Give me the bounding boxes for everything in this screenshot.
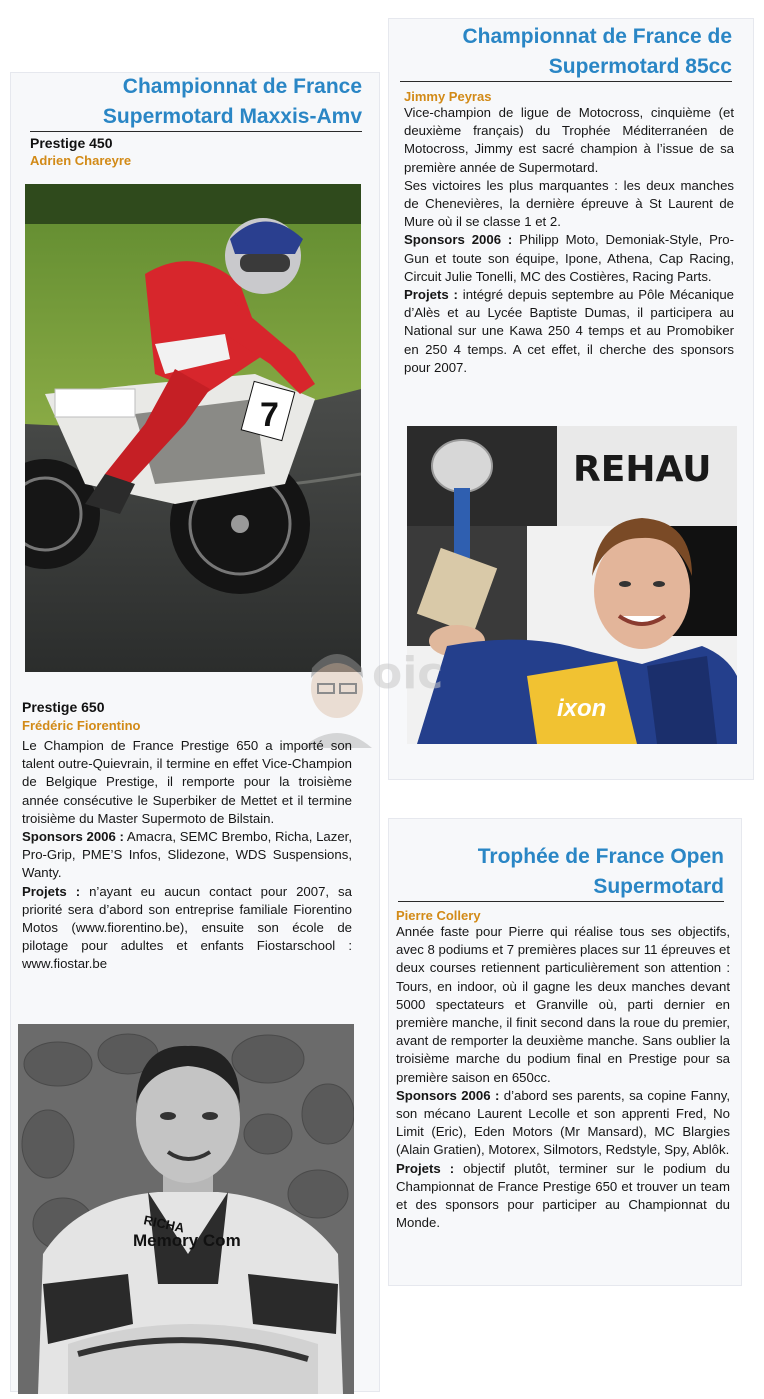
- prestige-650-intro: Le Champion de France Prestige 650 a importé son talent outre-Quievrain, il termine en effet Vice-Champion de Belgique Prestige, il remporte pour la troisième année consécutive le Superbiker de Mettet et il termine troisième du Master Supermoto de Bilstain.: [22, 738, 352, 826]
- bike-number: 7: [260, 396, 279, 434]
- right-bottom-sponsors: [396, 1087, 730, 1160]
- left-title-rule: [30, 131, 362, 132]
- photo3-trophy-cup: [432, 440, 492, 492]
- prestige-650-sponsors: [22, 828, 352, 883]
- right-top-title-line2: Supermotard 85cc: [548, 55, 732, 78]
- right-bottom-projets: [396, 1160, 730, 1233]
- right-top-title-line1: Championnat de France de: [462, 25, 732, 48]
- right-top-projets: [404, 286, 734, 377]
- prestige-650-heading: Prestige 650: [22, 699, 105, 715]
- photo2-arms: [68, 1324, 318, 1394]
- right-bottom-title-line2: Supermotard: [593, 875, 724, 898]
- photo-banner-text: REHAU: [573, 449, 712, 490]
- right-bottom-article-title: [398, 842, 724, 902]
- prestige-650-projets: [22, 883, 352, 974]
- prestige-650-rider: Frédéric Fiorentino: [22, 718, 141, 733]
- sponsors-list: d’abord ses parents, sa copine Fanny, son mécano Laurent Lecolle et son apprenti Fred, No Limit (Eric), Eden Motors (Mr Mansard), MC Blargies (Alain Gratien), Motorex, Silmotors, Redstyle, Spy, Ablôk.: [396, 1087, 730, 1158]
- prestige-450-rider: Adrien Chareyre: [30, 153, 132, 168]
- right-bottom-intro: Année faste pour Pierre qui réalise tous ses objectifs, avec 8 podiums et 7 premières places sur 11 épreuves et deux courses retiennent particulièrement son attention : Tours, en indoor, où il gagne les deux manches devant 5000 spectateurs et Granville où, parti dernier en première manche, il finit second dans la roue du premier, avant de remporter la deuxième manche. Sans oublier la troisième marche du podium final en Prestige pour sa première saison en 650cc.: [396, 924, 731, 1085]
- right-bottom-title-rule: [398, 901, 724, 902]
- right-top-sponsors: [404, 231, 734, 286]
- sponsors-label: Sponsors 2006 :: [396, 1087, 500, 1103]
- projets-text: n’ayant eu aucun contact pour 2007, sa priorité sera d’abord son entreprise familiale Fiorentino Motos (www.fiorentino.be), ensuite son école de pilotage pour adultes et enfants Fiostarschool : www.fiostar.be: [22, 883, 352, 972]
- inset-portrait: [292, 648, 382, 748]
- sponsors-label: Sponsors 2006 :: [404, 232, 513, 248]
- sponsors-list: Philipp Moto, Demoniak-Style, Pro-Gun et toute son équipe, Ipone, Athena, Cap Racing, Circuit Julie Tonelli, MC des Costières, Racing Parts.: [404, 232, 735, 284]
- right-bottom-rider: Pierre Collery: [396, 908, 481, 923]
- prestige-650-text: [22, 737, 352, 974]
- projets-label: Projets :: [396, 1160, 455, 1176]
- photo1-hedge: [25, 184, 361, 224]
- projets-text: objectif plutôt, terminer sur le podium du Championnat de France Prestige 650 et trouver un team et des sponsors pour participer au Championnat du Monde.: [396, 1160, 730, 1231]
- watermark-glyphs: oic: [372, 648, 444, 699]
- photo-jersey-text: Memory Com: [133, 1231, 241, 1250]
- projets-label: Projets :: [22, 883, 81, 899]
- right-top-intro: Vice-champion de ligue de Motocross, cinquième (et deuxième français) du Trophée Méditerranéen de Motocross, Jimmy est sacré champion à l’issue de sa première année de Supermotard.: [404, 105, 734, 175]
- sponsors-list: Amacra, SEMC Brembo, Richa, Lazer, Pro-Grip, PME’S Infos, Slidezone, WDS Suspensions, Wanty.: [22, 829, 353, 881]
- photo-frederic-fiorentino: [18, 1024, 354, 1394]
- left-title-line1: Championnat de France: [122, 75, 362, 98]
- right-top-rider: Jimmy Peyras: [404, 89, 492, 104]
- left-title-line2: Supermotard Maxxis-Amv: [102, 105, 362, 128]
- right-top-text: [404, 104, 734, 377]
- right-bottom-title-line1: Trophée de France Open: [477, 845, 724, 868]
- photo-jacket-text: ixon: [557, 695, 607, 722]
- sponsors-label: Sponsors 2006 :: [22, 829, 124, 845]
- left-article-title: [30, 72, 362, 132]
- projets-text: intégré depuis septembre au Pôle Mécanique d’Alès et au Lycée Baptiste Dumas, il participera au National sur une Kawa 250 4 temps et au Promobiker en 250 4 temps. A cet effet, il cherche des sponsors pour 2007.: [404, 287, 734, 375]
- projets-label: Projets :: [404, 287, 458, 303]
- photo-jimmy-peyras: [407, 426, 737, 744]
- right-bottom-text: [396, 923, 730, 1232]
- right-top-victories: Ses victoires les plus marquantes : les deux manches de Chenevières, la dernière épreuve à St Laurent de Mure où il se classe 1 et 2.: [404, 177, 734, 230]
- prestige-450-heading: Prestige 450: [30, 135, 113, 151]
- photo-collar-text: RICHA: [142, 1212, 186, 1236]
- right-top-article-title: [400, 22, 732, 82]
- photo-supermoto-rider: [25, 184, 361, 672]
- right-top-title-rule: [400, 81, 732, 82]
